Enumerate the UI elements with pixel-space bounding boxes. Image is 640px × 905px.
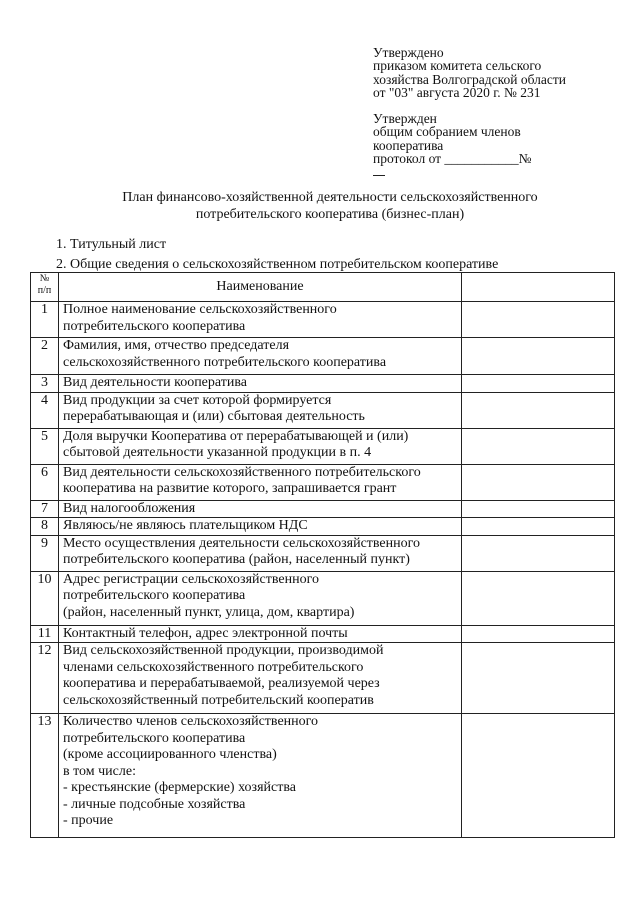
row-number-cell: 7	[31, 500, 59, 518]
section-heading-title-page: 1. Титульный лист	[56, 237, 167, 252]
approval-line: хозяйства Волгоградской области	[373, 71, 566, 87]
row-name-line: кооператива и перерабатываемой, реализуемой через	[63, 676, 380, 691]
row-name-line: Вид деятельности сельскохозяйственного потребительского	[63, 464, 421, 480]
row-name-line: в том числе:	[63, 763, 136, 779]
row-name-line: - прочие	[63, 813, 114, 828]
table-row	[31, 643, 615, 714]
row-name-cell	[59, 375, 462, 393]
title-line: потребительского кооператива (бизнес-план)	[195, 206, 465, 222]
header-number-label: №	[39, 273, 50, 284]
approval-block-meeting	[373, 112, 532, 176]
header-name-cell: Наименование	[59, 273, 462, 302]
row-name-line: Вид сельскохозяйственной продукции, производимой	[63, 643, 384, 658]
row-name-line: Количество членов сельскохозяйственного	[63, 714, 319, 729]
approval-line: кооператива	[373, 137, 444, 153]
approval-line: от "03" августа 2020 г. № 231	[373, 85, 541, 101]
row-name-line: сельскохозяйственный потребительский кооператив	[63, 692, 374, 708]
row-value-cell[interactable]	[462, 500, 615, 518]
row-number-cell: 4	[31, 392, 59, 428]
table-row	[31, 428, 615, 464]
row-name-cell	[59, 302, 462, 338]
document-title	[60, 190, 600, 223]
table-row	[31, 392, 615, 428]
row-name-cell	[59, 535, 462, 571]
row-number-cell: 3	[31, 375, 59, 393]
header-number-cell	[31, 273, 59, 302]
row-name-line: - личные подсобные хозяйства	[63, 796, 246, 812]
row-name-cell	[59, 571, 462, 625]
table-row	[31, 464, 615, 500]
row-name-cell	[59, 643, 462, 714]
row-name-line: членами сельскохозяйственного потребительского	[63, 659, 364, 675]
row-value-cell[interactable]	[462, 375, 615, 393]
approval-line: Утвержден	[373, 111, 437, 126]
row-value-cell[interactable]	[462, 625, 615, 643]
row-name-line: Доля выручки Кооператива от перерабатывающей и (или)	[63, 428, 409, 444]
row-name-cell	[59, 518, 462, 536]
row-number-cell: 9	[31, 535, 59, 571]
table-header-row	[31, 273, 615, 302]
row-number-cell: 2	[31, 338, 59, 375]
row-name-line: потребительского кооператива	[63, 318, 246, 334]
row-value-cell[interactable]	[462, 714, 615, 838]
table-row	[31, 535, 615, 571]
row-value-cell[interactable]	[462, 338, 615, 375]
row-number-cell: 6	[31, 464, 59, 500]
row-name-cell	[59, 338, 462, 375]
row-number-cell: 5	[31, 428, 59, 464]
row-number-cell: 1	[31, 302, 59, 338]
table-row	[31, 518, 615, 536]
row-name-cell	[59, 714, 462, 838]
row-number-cell: 12	[31, 643, 59, 714]
row-name-line: сельскохозяйственного потребительского кооператива	[63, 354, 387, 370]
row-name-cell	[59, 625, 462, 643]
row-value-cell[interactable]	[462, 535, 615, 571]
row-name-line: Фамилия, имя, отчество председателя	[63, 338, 290, 353]
row-value-cell[interactable]	[462, 571, 615, 625]
row-name-line: Являюсь/не являюсь плательщиком НДС	[63, 518, 308, 533]
row-name-line: - крестьянские (фермерские) хозяйства	[63, 780, 296, 795]
table-row	[31, 302, 615, 338]
row-name-line: потребительского кооператива (район, населенный пункт)	[63, 552, 410, 567]
row-name-line: потребительского кооператива	[63, 588, 246, 603]
row-name-line: кооператива на развитие которого, запрашивается грант	[63, 481, 397, 496]
row-value-cell[interactable]	[462, 518, 615, 536]
row-value-cell[interactable]	[462, 392, 615, 428]
row-value-cell[interactable]	[462, 302, 615, 338]
table-row	[31, 338, 615, 375]
row-number-cell: 10	[31, 571, 59, 625]
title-line: План финансово-хозяйственной деятельности сельскохозяйственного	[122, 190, 538, 205]
section-heading-general-info: 2. Общие сведения о сельскохозяйственном потребительском кооперативе	[56, 257, 499, 272]
header-value-cell	[462, 273, 615, 302]
row-name-cell	[59, 464, 462, 500]
row-name-cell	[59, 392, 462, 428]
row-value-cell[interactable]	[462, 643, 615, 714]
header-number-label: п/п	[37, 285, 52, 296]
row-name-line: (кроме ассоциированного членства)	[63, 747, 277, 762]
row-name-line: сбытовой деятельности указанной продукции в п. 4	[63, 445, 372, 460]
approval-block-committee	[373, 46, 566, 100]
table-row	[31, 500, 615, 518]
row-name-line: Адрес регистрации сельскохозяйственного	[63, 571, 319, 587]
row-value-cell[interactable]	[462, 464, 615, 500]
row-name-line: Контактный телефон, адрес электронной почты	[63, 625, 348, 641]
row-name-cell	[59, 500, 462, 518]
approval-line: общим собранием членов	[373, 124, 521, 140]
row-number-cell: 8	[31, 518, 59, 536]
cooperative-info-table	[30, 272, 615, 838]
approval-line: Утверждено	[373, 45, 444, 60]
approval-line: протокол от ___________№	[373, 151, 532, 167]
row-name-line: Полное наименование сельскохозяйственного	[63, 302, 337, 317]
row-number-cell: 13	[31, 714, 59, 838]
row-name-line: потребительского кооператива	[63, 730, 246, 746]
signature-dash	[373, 175, 385, 176]
row-name-line: (район, населенный пункт, улица, дом, квартира)	[63, 604, 355, 620]
row-name-line: перерабатывающая и (или) сбытовая деятельность	[63, 409, 365, 424]
table-row	[31, 625, 615, 643]
row-number-cell: 11	[31, 625, 59, 643]
table-row	[31, 375, 615, 393]
row-name-line: Место осуществления деятельности сельскохозяйственного	[63, 535, 421, 551]
approval-line: приказом комитета сельского	[373, 58, 542, 74]
row-name-line: Вид продукции за счет которой формируется	[63, 392, 332, 408]
row-value-cell[interactable]	[462, 428, 615, 464]
row-name-line: Вид налогообложения	[63, 500, 196, 516]
row-name-cell	[59, 428, 462, 464]
row-name-line: Вид деятельности кооператива	[63, 375, 247, 390]
table-row	[31, 714, 615, 838]
table-row	[31, 571, 615, 625]
